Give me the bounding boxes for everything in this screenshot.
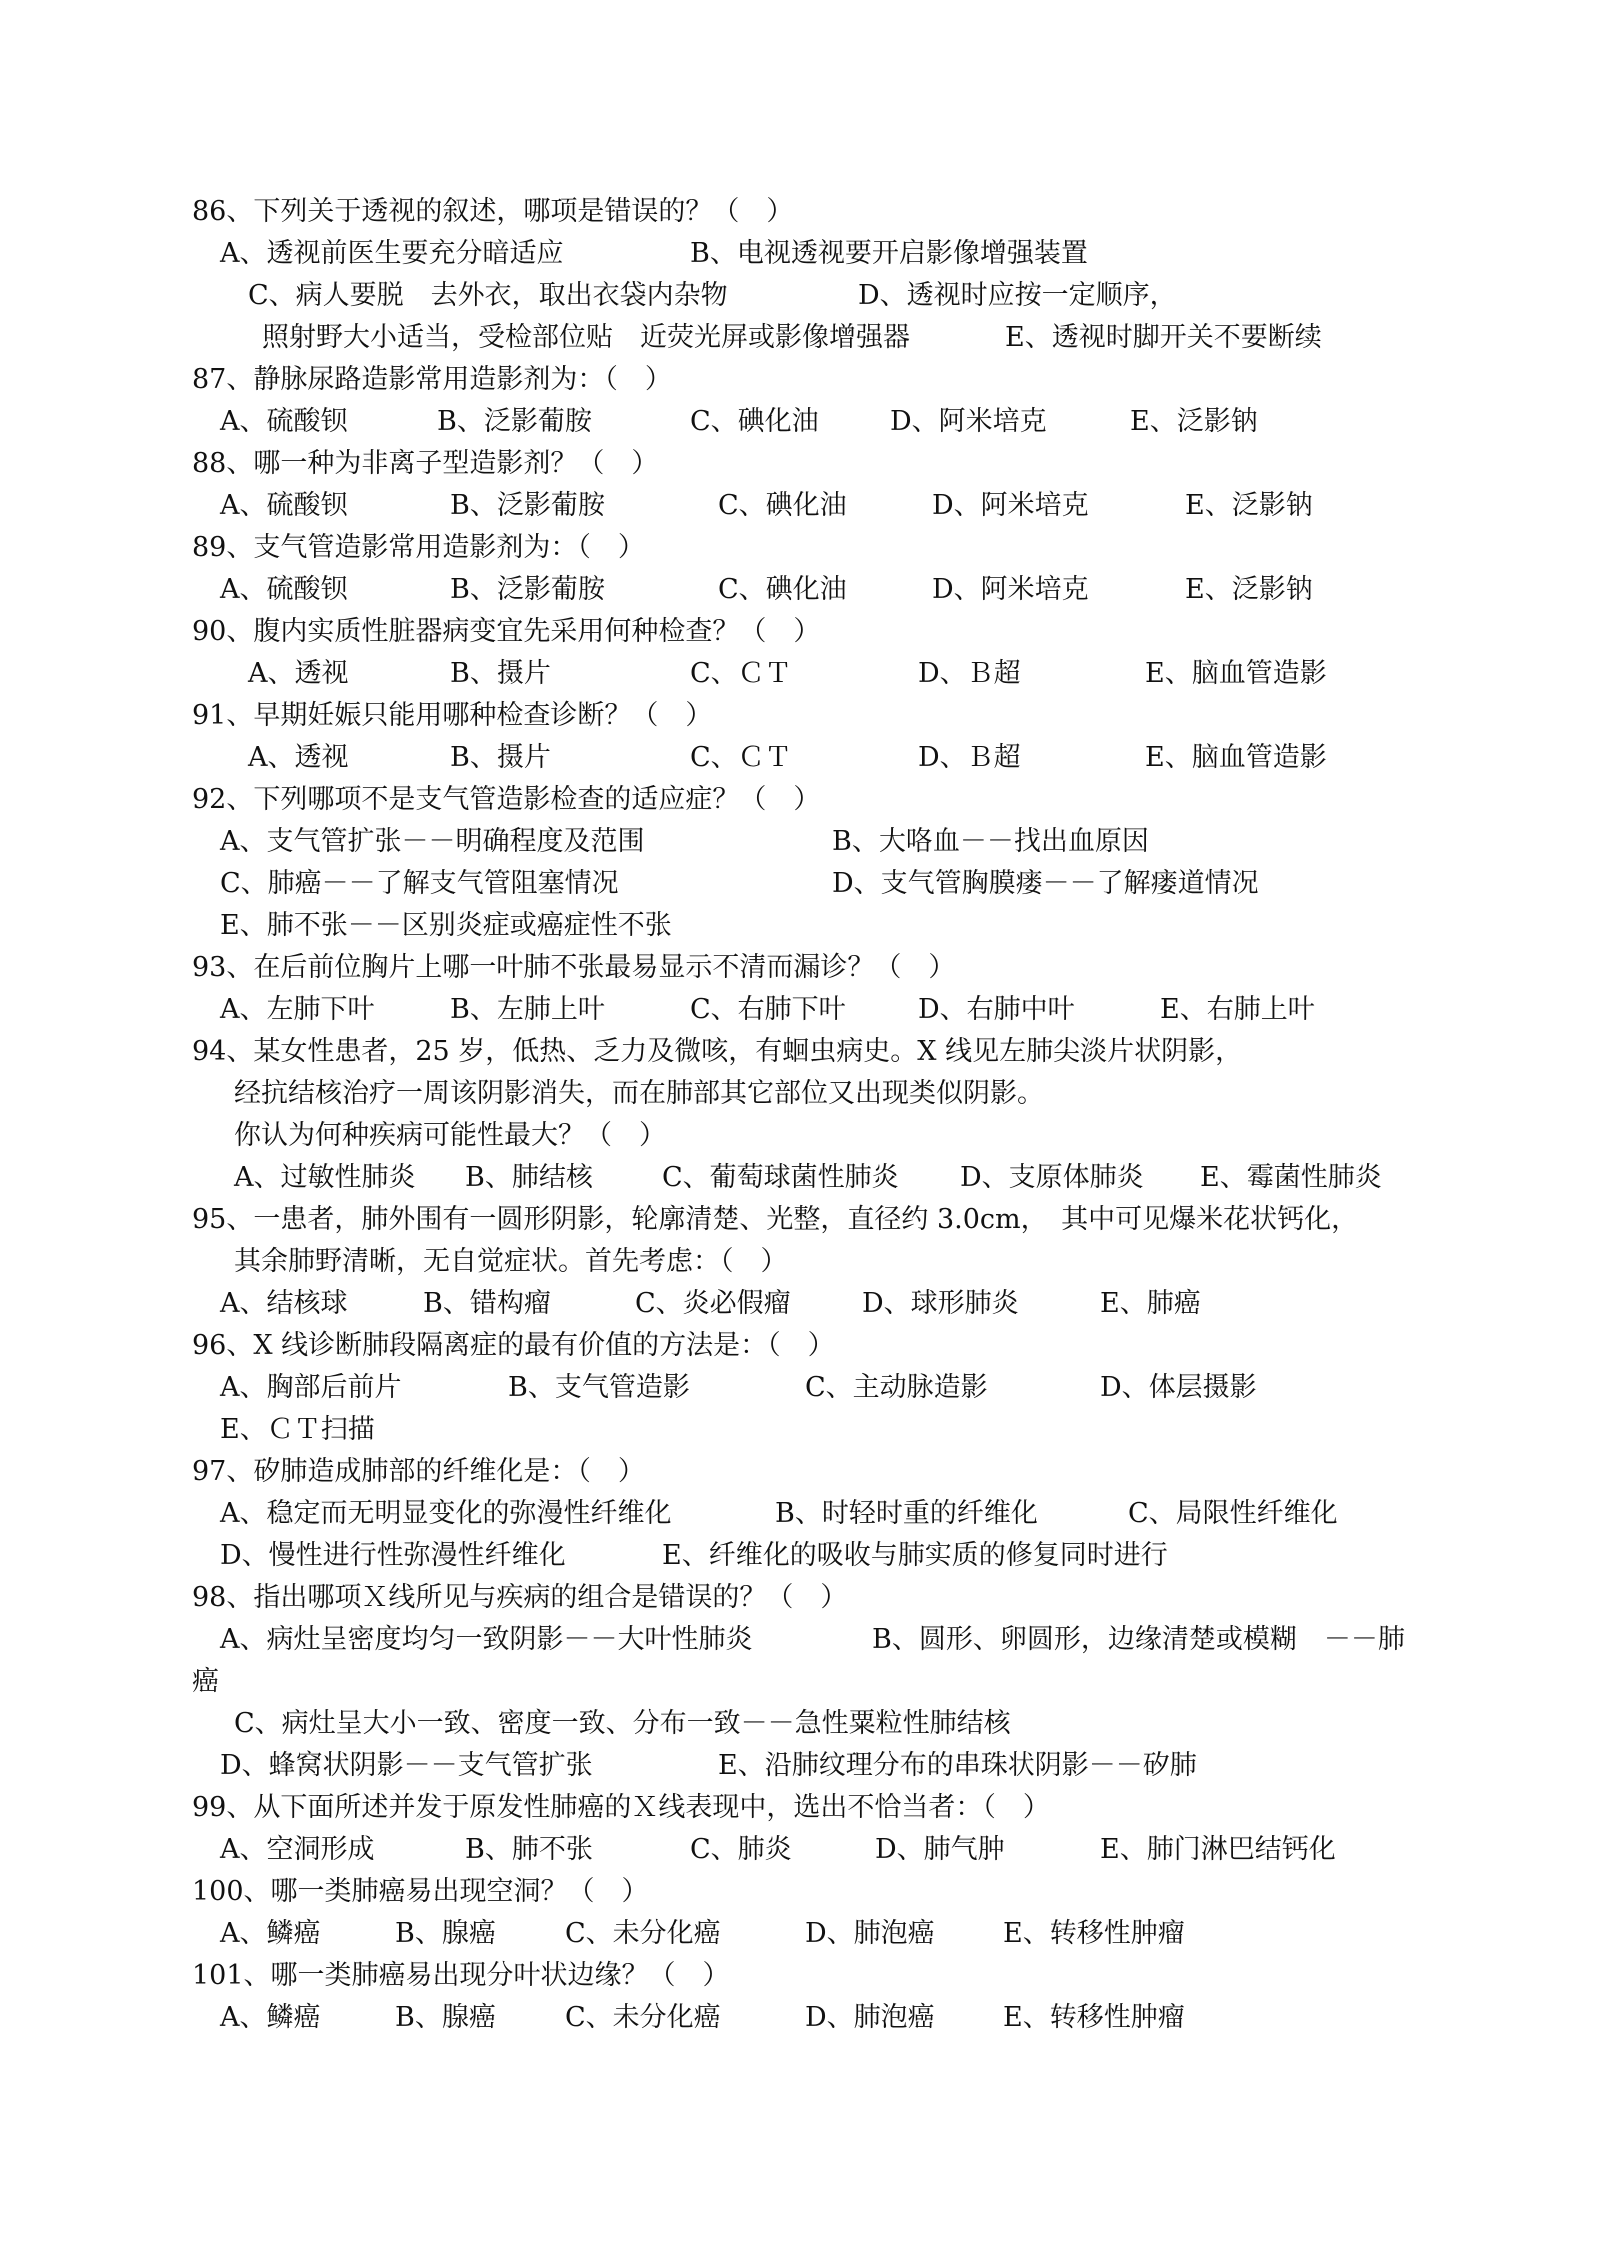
option-c: C、碘化油 xyxy=(690,406,819,437)
option-b: B、大咯血－－找出血原因 xyxy=(832,826,1149,857)
option-b: B、肺结核 xyxy=(465,1162,593,1193)
option-b: B、摄片 xyxy=(450,742,551,773)
question-86-stem: 86、下列关于透视的叙述，哪项是错误的？（ ） xyxy=(192,196,794,227)
option-d: D、体层摄影 xyxy=(1100,1372,1257,1403)
question-93-options xyxy=(0,994,1598,1026)
option-b: B、泛影葡胺 xyxy=(437,406,592,437)
question-100-options xyxy=(0,1918,1598,1950)
option-d: D、支原体肺炎 xyxy=(960,1162,1144,1193)
option-e: E、透视时脚开关不要断续 xyxy=(1005,322,1322,353)
option-a: A、硫酸钡 xyxy=(220,406,348,437)
question-100-stem: 100、哪一类肺癌易出现空洞？（ ） xyxy=(192,1876,649,1907)
question-87-stem: 87、静脉尿路造影常用造影剂为：（ ） xyxy=(192,364,672,395)
option-a: A、支气管扩张－－明确程度及范围 xyxy=(220,826,645,857)
option-a: A、结核球 xyxy=(220,1288,348,1319)
option-e: E、ＣＴ扫描 xyxy=(220,1414,375,1445)
option-e: E、转移性肿瘤 xyxy=(1003,2002,1185,2033)
question-96-options-row2 xyxy=(0,1414,1598,1446)
option-a: A、硫酸钡 xyxy=(220,574,348,605)
question-99-options xyxy=(0,1834,1598,1866)
question-91-stem: 91、早期妊娠只能用哪种检查诊断？（ ） xyxy=(192,700,713,731)
question-94-stem-line3: 你认为何种疾病可能性最大？（ ） xyxy=(234,1120,666,1151)
question-89-stem: 89、支气管造影常用造影剂为：（ ） xyxy=(192,532,645,563)
option-d: D、透视时应按一定顺序， xyxy=(858,280,1177,311)
option-c: C、肺癌－－了解支气管阻塞情况 xyxy=(220,868,619,899)
option-e: E、脑血管造影 xyxy=(1145,658,1327,689)
question-88-stem: 88、哪一种为非离子型造影剂？（ ） xyxy=(192,448,659,479)
option-e: E、肺不张－－区别炎症或癌症性不张 xyxy=(220,910,672,941)
option-e: E、沿肺纹理分布的串珠状阴影－－矽肺 xyxy=(718,1750,1197,1781)
question-90-options xyxy=(0,658,1598,690)
option-c: C、主动脉造影 xyxy=(805,1372,988,1403)
option-a: A、透视前医生要充分暗适应 xyxy=(220,238,564,269)
question-94-stem: 94、某女性患者，25 岁，低热、乏力及微咳，有蛔虫病史。X 线见左肺尖淡片状阴影， xyxy=(192,1036,1243,1067)
option-a: A、透视 xyxy=(248,742,349,773)
question-101-options xyxy=(0,2002,1598,2034)
option-e: E、霉菌性肺炎 xyxy=(1200,1162,1382,1193)
option-e: E、脑血管造影 xyxy=(1145,742,1327,773)
option-b: B、错构瘤 xyxy=(423,1288,551,1319)
option-b: B、腺癌 xyxy=(395,1918,496,1949)
option-a: A、鳞癌 xyxy=(220,1918,321,1949)
option-d: D、阿米培克 xyxy=(890,406,1047,437)
option-a: A、鳞癌 xyxy=(220,2002,321,2033)
question-95-options xyxy=(0,1288,1598,1320)
option-e: E、泛影钠 xyxy=(1185,574,1313,605)
option-a: A、空洞形成 xyxy=(220,1834,375,1865)
question-98-stem: 98、指出哪项Ｘ线所见与疾病的组合是错误的？（ ） xyxy=(192,1582,848,1613)
option-e: E、纤维化的吸收与肺实质的修复同时进行 xyxy=(662,1540,1168,1571)
option-c: C、碘化油 xyxy=(718,490,847,521)
question-96-options-row1 xyxy=(0,1372,1598,1404)
question-98-options-row1 xyxy=(0,1624,1598,1656)
option-e: E、肺癌 xyxy=(1100,1288,1201,1319)
option-a: A、左肺下叶 xyxy=(220,994,375,1025)
question-101-stem: 101、哪一类肺癌易出现分叶状边缘？（ ） xyxy=(192,1960,730,1991)
option-d: D、支气管胸膜瘘－－了解瘘道情况 xyxy=(832,868,1259,899)
option-d: D、Ｂ超 xyxy=(918,742,1021,773)
option-b: B、肺不张 xyxy=(465,1834,593,1865)
option-e: E、泛影钠 xyxy=(1130,406,1258,437)
option-e: E、肺门淋巴结钙化 xyxy=(1100,1834,1336,1865)
option-a: A、稳定而无明显变化的弥漫性纤维化 xyxy=(220,1498,672,1529)
option-c: C、右肺下叶 xyxy=(690,994,846,1025)
option-d: D、肺泡癌 xyxy=(805,1918,935,1949)
option-e: E、泛影钠 xyxy=(1185,490,1313,521)
question-87-options xyxy=(0,406,1598,438)
option-a: A、透视 xyxy=(248,658,349,689)
option-c: C、葡萄球菌性肺炎 xyxy=(662,1162,899,1193)
option-a: A、胸部后前片 xyxy=(220,1372,402,1403)
question-97-options-row1 xyxy=(0,1498,1598,1530)
option-c: C、ＣＴ xyxy=(690,742,792,773)
option-d: D、球形肺炎 xyxy=(862,1288,1019,1319)
question-99-stem: 99、从下面所述并发于原发性肺癌的Ｘ线表现中，选出不恰当者：（ ） xyxy=(192,1792,1050,1823)
option-b-wrap: 癌 xyxy=(192,1666,219,1697)
option-c: C、炎必假瘤 xyxy=(635,1288,791,1319)
option-c: C、病灶呈大小一致、密度一致、分布一致－－急性粟粒性肺结核 xyxy=(234,1708,1011,1739)
option-b: B、泛影葡胺 xyxy=(450,574,605,605)
question-94-stem-line2: 经抗结核治疗一周该阴影消失，而在肺部其它部位又出现类似阴影。 xyxy=(234,1078,1044,1109)
option-d: D、右肺中叶 xyxy=(918,994,1075,1025)
option-d-continued: 照射野大小适当，受检部位贴 近荧光屏或影像增强器 xyxy=(262,322,910,353)
question-97-options-row2 xyxy=(0,1540,1598,1572)
option-a: A、硫酸钡 xyxy=(220,490,348,521)
option-d: D、阿米培克 xyxy=(932,490,1089,521)
option-d: D、Ｂ超 xyxy=(918,658,1021,689)
option-c: C、碘化油 xyxy=(718,574,847,605)
question-91-options xyxy=(0,742,1598,774)
option-b: B、时轻时重的纤维化 xyxy=(775,1498,1038,1529)
question-92-stem: 92、下列哪项不是支气管造影检查的适应症？（ ） xyxy=(192,784,821,815)
option-b: B、支气管造影 xyxy=(508,1372,690,1403)
option-d: D、慢性进行性弥漫性纤维化 xyxy=(220,1540,566,1571)
question-88-options xyxy=(0,490,1598,522)
question-92-options-row3 xyxy=(0,910,1598,942)
question-86-options-row2 xyxy=(0,280,1598,312)
option-c: C、局限性纤维化 xyxy=(1128,1498,1338,1529)
option-b: B、电视透视要开启影像增强装置 xyxy=(690,238,1088,269)
option-e: E、右肺上叶 xyxy=(1160,994,1315,1025)
question-94-options xyxy=(0,1162,1598,1194)
question-93-stem: 93、在后前位胸片上哪一叶肺不张最易显示不清而漏诊？（ ） xyxy=(192,952,956,983)
option-b: B、泛影葡胺 xyxy=(450,490,605,521)
question-98-options-row3 xyxy=(0,1750,1598,1782)
option-c: C、肺炎 xyxy=(690,1834,792,1865)
option-d: D、蜂窝状阴影－－支气管扩张 xyxy=(220,1750,593,1781)
question-92-options-row2 xyxy=(0,868,1598,900)
option-e: E、转移性肿瘤 xyxy=(1003,1918,1185,1949)
option-d: D、阿米培克 xyxy=(932,574,1089,605)
option-b: B、左肺上叶 xyxy=(450,994,605,1025)
option-c: C、ＣＴ xyxy=(690,658,792,689)
option-c: C、病人要脱 去外衣，取出衣袋内杂物 xyxy=(248,280,728,311)
question-86-options-row3 xyxy=(0,322,1598,354)
question-95-stem: 95、一患者，肺外围有一圆形阴影，轮廓清楚、光整，直径约 3.0cm， 其中可见爆米花状钙化， xyxy=(192,1204,1359,1235)
question-95-stem-line2: 其余肺野清晰，无自觉症状。首先考虑：（ ） xyxy=(234,1246,788,1277)
option-a: A、病灶呈密度均匀一致阴影－－大叶性肺炎 xyxy=(220,1624,753,1655)
option-b: B、圆形、卵圆形，边缘清楚或模糊 －－肺 xyxy=(872,1624,1405,1655)
question-92-options-row1 xyxy=(0,826,1598,858)
question-96-stem: 96、X 线诊断肺段隔离症的最有价值的方法是：（ ） xyxy=(192,1330,835,1361)
question-86-options-row1 xyxy=(0,238,1598,270)
option-a: A、过敏性肺炎 xyxy=(234,1162,416,1193)
option-d: D、肺泡癌 xyxy=(805,2002,935,2033)
option-c: C、未分化癌 xyxy=(565,1918,721,1949)
question-90-stem: 90、腹内实质性脏器病变宜先采用何种检查？（ ） xyxy=(192,616,821,647)
option-b: B、腺癌 xyxy=(395,2002,496,2033)
option-c: C、未分化癌 xyxy=(565,2002,721,2033)
option-b: B、摄片 xyxy=(450,658,551,689)
question-97-stem: 97、矽肺造成肺部的纤维化是：（ ） xyxy=(192,1456,645,1487)
option-d: D、肺气肿 xyxy=(875,1834,1005,1865)
question-89-options xyxy=(0,574,1598,606)
